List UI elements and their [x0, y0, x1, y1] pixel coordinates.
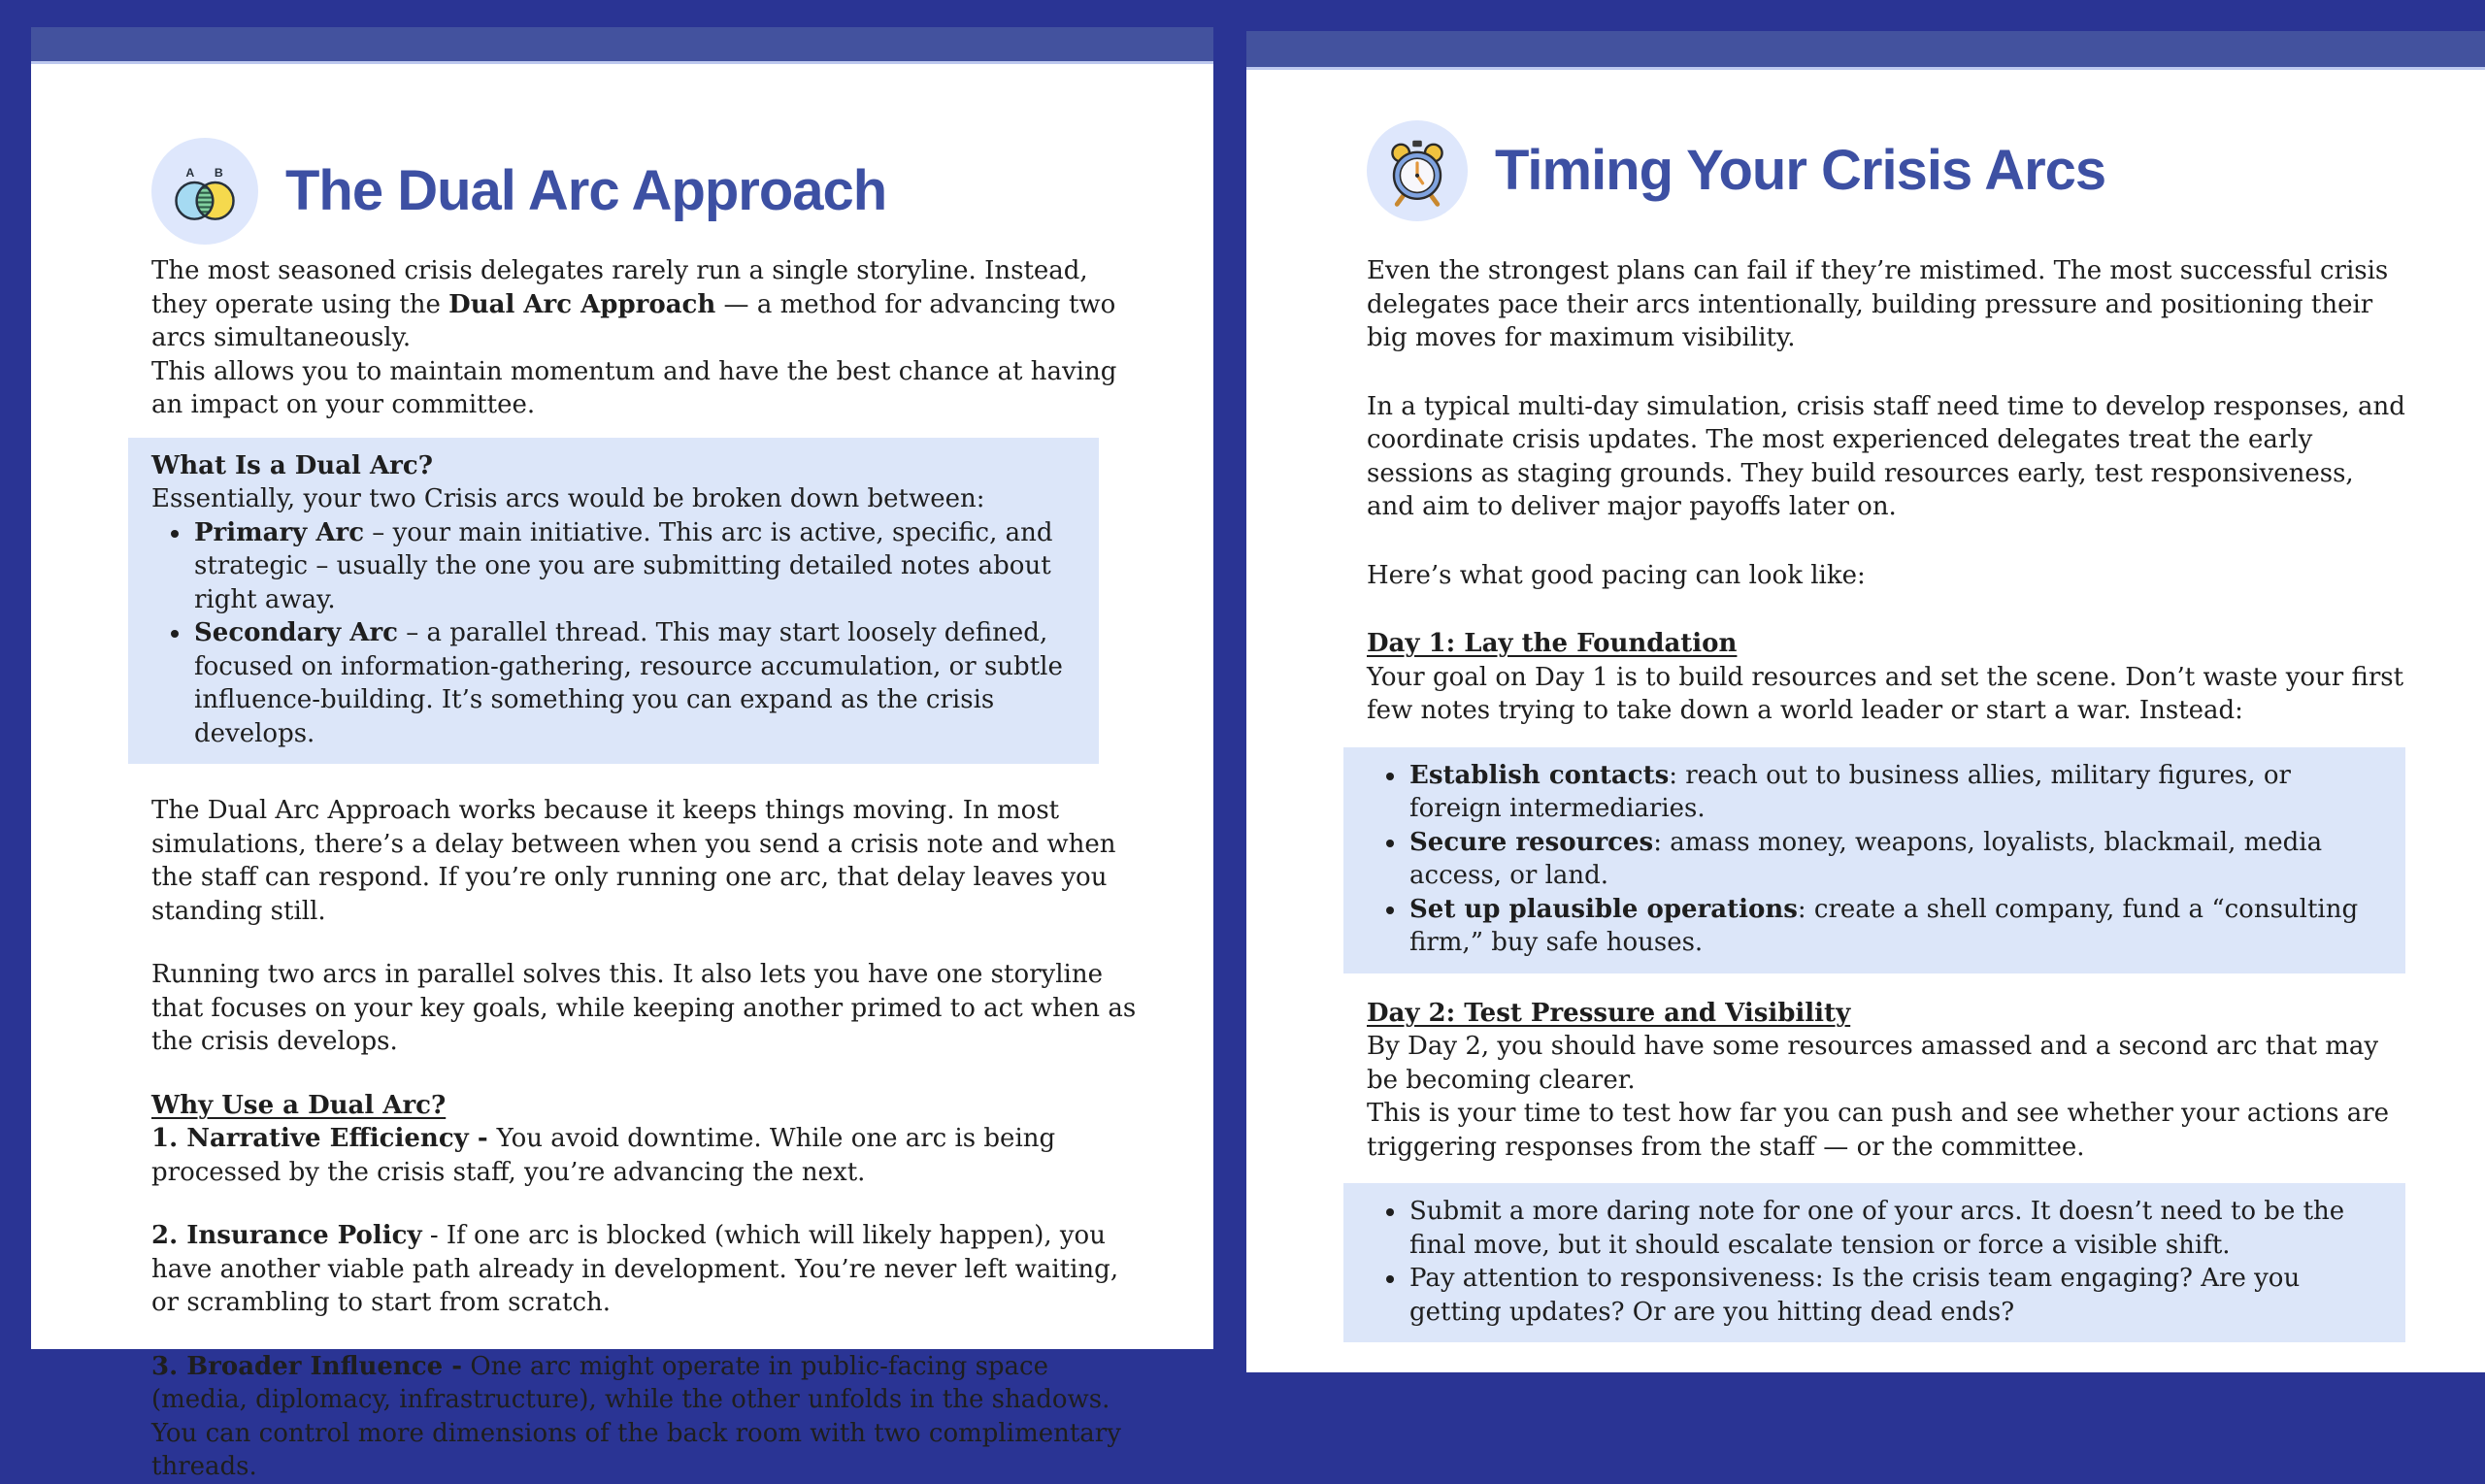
left-heading-why-use: Why Use a Dual Arc?: [151, 1090, 447, 1120]
page-left-title: The Dual Arc Approach: [285, 159, 887, 222]
callout-intro: Essentially, your two Crisis arcs would be broken down between:: [151, 484, 985, 513]
right-paragraph-multiday: In a typical multi-day simulation, crisis staff need time to develop responses, and coordinate crisis updates. The most experienced delegates treat the early sessions as staging grounds. They build resources early, test responsiveness, and aim to deliver major payoffs later on.: [1367, 391, 2405, 521]
left-paragraph-insurance-policy: 2. Insurance Policy - If one arc is blocked (which will likely happen), you have another viable path already in development. You’re never left waiting, or scrambling to start from scratch.: [151, 1221, 1119, 1317]
callout-heading: [151, 449, 1074, 483]
right-callout-day1: [1343, 747, 2405, 973]
venn-diagram-icon: [151, 138, 258, 245]
svg-text:A: A: [185, 166, 195, 181]
venn-diagram-graphic: [165, 151, 245, 231]
list-item: • Secondary Arc – a parallel thread. This may start loosely defined, focused on information-gathering, resource accumulation, or subtle influence-building. It’s something you can expand as the crisis develops.: [192, 616, 1074, 750]
list-item: • Primary Arc – your main initiative. This arc is active, specific, and strategic – usually the one you are submitting detailed notes about right away.: [192, 516, 1074, 617]
page-timing-crisis-arcs: [1246, 31, 2485, 1372]
left-callout-what-is-dual-arc: [128, 438, 1099, 765]
right-paragraph-mistimed: Even the strongest plans can fail if they’re mistimed. The most successful crisis delegates pace their arcs intentionally, building pressure and positioning their big moves for maximum visibility.: [1367, 256, 2389, 352]
right-callout-day2: [1343, 1183, 2405, 1342]
page-right-content: [1246, 70, 2485, 1342]
list-item: • Pay attention to responsiveness: Is the crisis team engaging? Are you getting updates? Or are you hitting dead ends?: [1408, 1262, 2380, 1329]
right-paragraph-pacing: Here’s what good pacing can look like:: [1367, 560, 1866, 590]
callout-bullet-list: [1367, 759, 2380, 960]
page-left-header-band: [31, 27, 1213, 64]
left-paragraph-parallel: Running two arcs in parallel solves this. It also lets you have one storyline that focuses on your key goals, while keeping another primed to act when as the crisis develops.: [151, 960, 1137, 1056]
right-paragraph-day1-goal: Your goal on Day 1 is to build resources and set the scene. Don’t waste your first few notes trying to take down a world leader or start a war. Instead:: [1367, 662, 2404, 725]
callout-bullet-list: [151, 516, 1074, 751]
left-paragraph-momentum: This allows you to maintain momentum and have the best chance at having an impact on your committee.: [151, 356, 1117, 419]
right-heading-day2: Day 2: Test Pressure and Visibility: [1367, 998, 1851, 1028]
callout-heading-text: What Is a Dual Arc?: [151, 450, 433, 480]
list-item: • Submit a more daring note for one of your arcs. It doesn’t need to be the final move, but it should escalate tension or force a visible shift.: [1408, 1195, 2380, 1262]
right-paragraph-day2-resources: By Day 2, you should have some resources amassed and a second arc that may be becoming clearer.: [1367, 1032, 2379, 1095]
page-right-header-band: [1246, 31, 2485, 70]
callout-bullet-list: [1367, 1195, 2380, 1329]
right-heading-day1: Day 1: Lay the Foundation: [1367, 629, 1738, 658]
left-paragraph-narrative-efficiency: 1. Narrative Efficiency - You avoid downtime. While one arc is being processed by the crisis staff, you’re advancing the next.: [151, 1124, 1056, 1187]
list-item: • Establish contacts: reach out to business allies, military figures, or foreign intermediaries.: [1408, 759, 2380, 826]
right-paragraph-day2-push: This is your time to test how far you can push and see whether your actions are triggering responses from the staff — or the committee.: [1367, 1099, 2390, 1162]
list-item: • Set up plausible operations: create a shell company, fund a “consulting firm,” buy safe houses.: [1408, 893, 2380, 960]
left-paragraph-why-works: The Dual Arc Approach works because it keeps things moving. In most simulations, there’s a delay between when you send a crisis note and when the staff can respond. If you’re only running one arc, that delay leaves you standing still.: [151, 796, 1116, 926]
page-dual-arc: [31, 27, 1213, 1481]
page-right-title: Timing Your Crisis Arcs: [1495, 139, 2106, 202]
page-left-content: [31, 64, 1213, 1484]
alarm-clock-icon: [1367, 120, 1468, 221]
svg-text:B: B: [214, 166, 223, 181]
left-paragraph-broader-influence: 3. Broader Influence - One arc might operate in public-facing space (media, diplomacy, infrastructure), while the other unfolds in the shadows. You can control more dimensions of the back room with two complimentary threads.: [151, 1351, 1121, 1481]
left-paragraph-intro: The most seasoned crisis delegates rarely run a single storyline. Instead, they operate using the Dual Arc Approach — a method for advancing two arcs simultaneously.: [151, 256, 1116, 352]
list-item: • Secure resources: amass money, weapons, loyalists, blackmail, media access, or land.: [1408, 826, 2380, 893]
page-left-title-row: [151, 138, 1138, 245]
page-right-title-row: [1367, 120, 2405, 221]
alarm-clock-graphic: [1378, 132, 1456, 210]
